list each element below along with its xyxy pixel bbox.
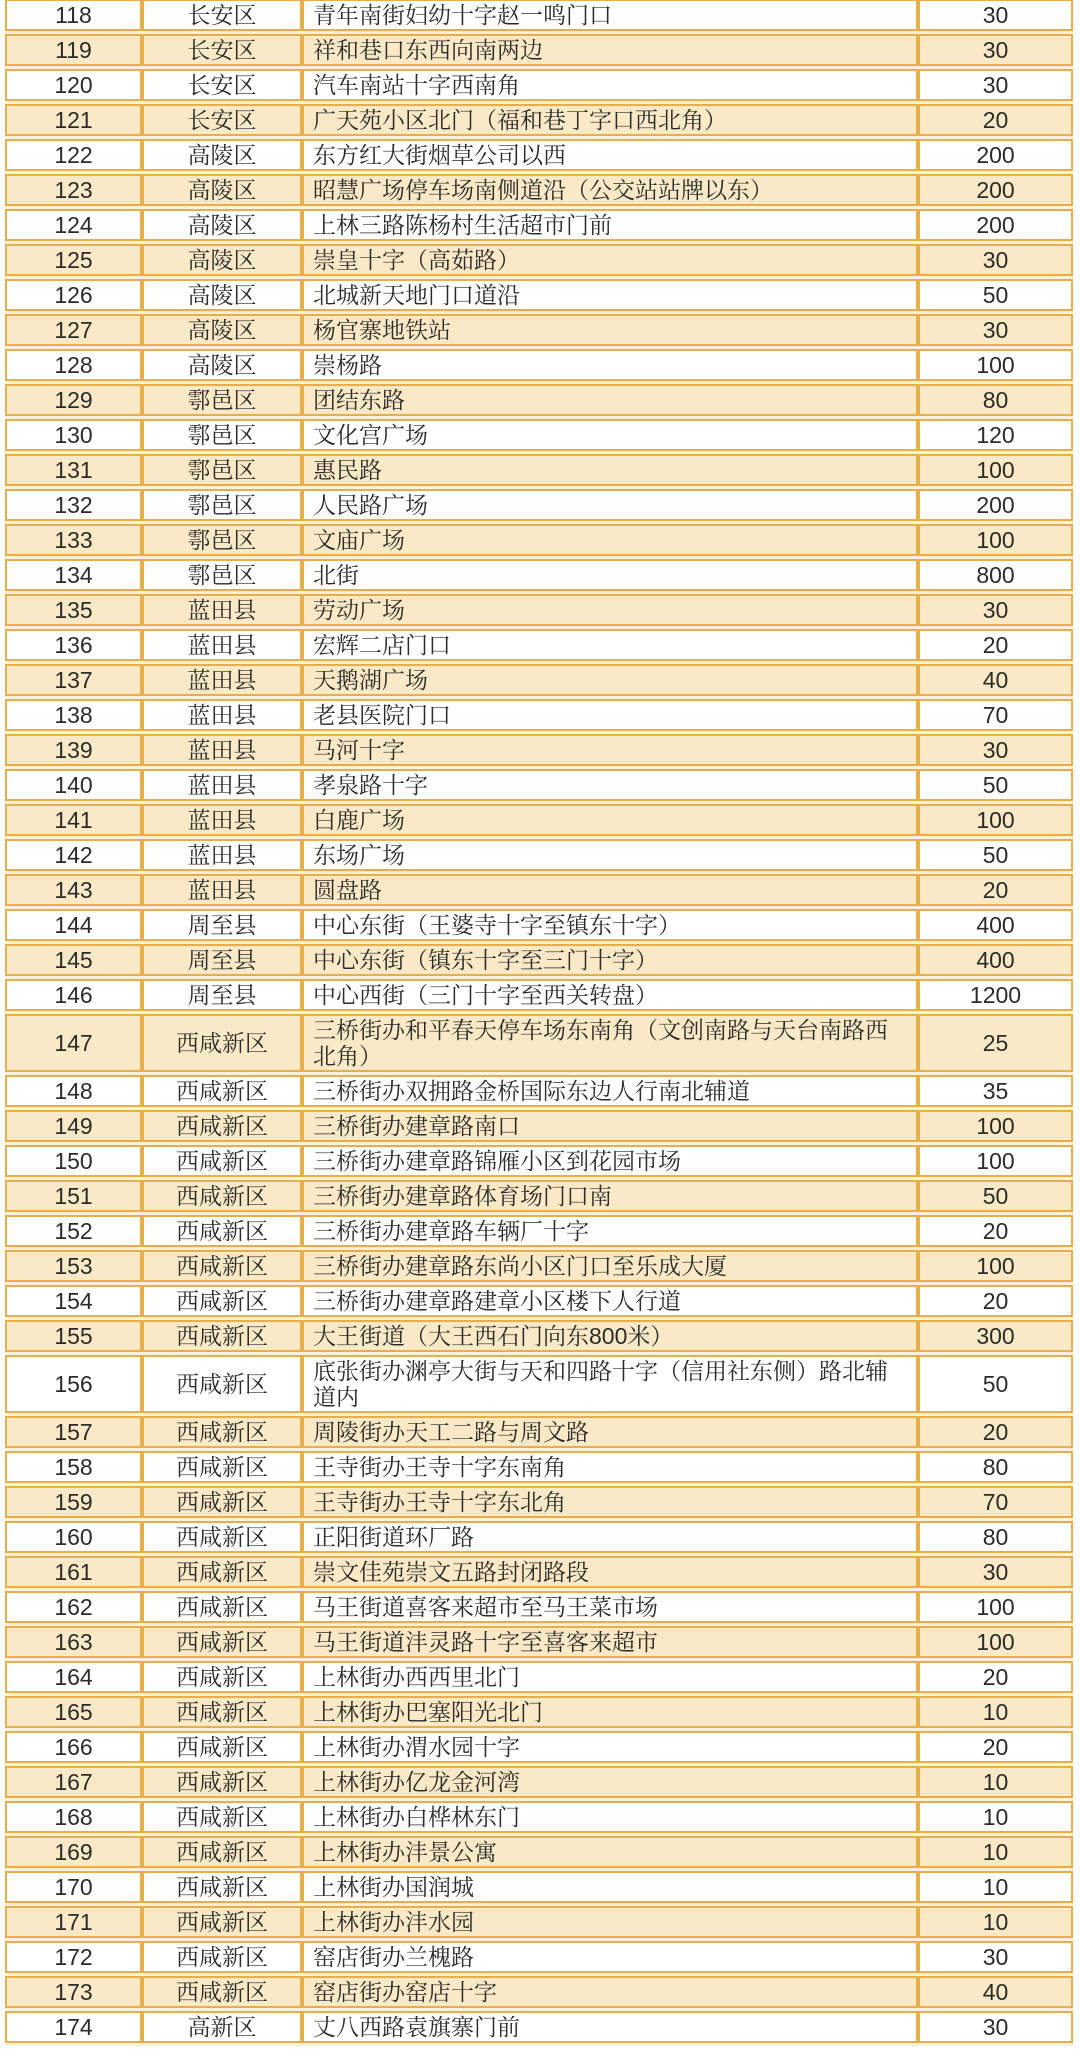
table-row xyxy=(5,1145,1073,1177)
location-cell: 孝泉路十字 xyxy=(302,769,918,801)
location-cell: 三桥街办建章路南口 xyxy=(302,1110,918,1142)
district-cell: 西咸新区 xyxy=(142,1285,302,1317)
table-row xyxy=(5,384,1073,416)
count-cell: 80 xyxy=(918,384,1073,416)
row-index-cell: 157 xyxy=(5,1416,142,1448)
district-cell: 蓝田县 xyxy=(142,594,302,626)
row-index-cell: 164 xyxy=(5,1661,142,1693)
location-cell: 上林街办渭水园十字 xyxy=(302,1731,918,1763)
table-row xyxy=(5,524,1073,556)
row-index-cell: 158 xyxy=(5,1451,142,1483)
row-index-cell: 135 xyxy=(5,594,142,626)
row-index-cell: 152 xyxy=(5,1215,142,1247)
count-cell: 100 xyxy=(918,1591,1073,1623)
location-cell: 三桥街办建章路东尚小区门口至乐成大厦 xyxy=(302,1250,918,1282)
location-cell: 东场广场 xyxy=(302,839,918,871)
count-cell: 80 xyxy=(918,1451,1073,1483)
row-index-cell: 138 xyxy=(5,699,142,731)
table-row xyxy=(5,804,1073,836)
count-cell: 80 xyxy=(918,1521,1073,1553)
location-cell: 惠民路 xyxy=(302,454,918,486)
count-cell: 100 xyxy=(918,1145,1073,1177)
district-cell: 鄠邑区 xyxy=(142,454,302,486)
count-cell: 20 xyxy=(918,874,1073,906)
district-cell: 西咸新区 xyxy=(142,1521,302,1553)
location-cell: 劳动广场 xyxy=(302,594,918,626)
table-row xyxy=(5,1556,1073,1588)
district-cell: 西咸新区 xyxy=(142,1871,302,1903)
count-cell: 30 xyxy=(918,0,1073,31)
location-cell: 天鹅湖广场 xyxy=(302,664,918,696)
table-row xyxy=(5,174,1073,206)
location-cell: 上林街办亿龙金河湾 xyxy=(302,1766,918,1798)
location-cell: 杨官寨地铁站 xyxy=(302,314,918,346)
table-row xyxy=(5,664,1073,696)
row-index-cell: 153 xyxy=(5,1250,142,1282)
table-row xyxy=(5,0,1073,31)
table-row xyxy=(5,139,1073,171)
count-cell: 100 xyxy=(918,1110,1073,1142)
count-cell: 100 xyxy=(918,454,1073,486)
table-row xyxy=(5,69,1073,101)
count-cell: 30 xyxy=(918,314,1073,346)
count-cell: 20 xyxy=(918,1285,1073,1317)
row-index-cell: 162 xyxy=(5,1591,142,1623)
table-row xyxy=(5,1285,1073,1317)
district-cell: 蓝田县 xyxy=(142,839,302,871)
count-cell: 10 xyxy=(918,1696,1073,1728)
count-cell: 100 xyxy=(918,804,1073,836)
location-cell: 三桥街办建章路体育场门口南 xyxy=(302,1180,918,1212)
count-cell: 10 xyxy=(918,1801,1073,1833)
count-cell: 100 xyxy=(918,1250,1073,1282)
count-cell: 25 xyxy=(918,1014,1073,1072)
district-cell: 西咸新区 xyxy=(142,1075,302,1107)
district-cell: 西咸新区 xyxy=(142,1451,302,1483)
table-row xyxy=(5,874,1073,906)
location-cell: 上林三路陈杨村生活超市门前 xyxy=(302,209,918,241)
row-index-cell: 128 xyxy=(5,349,142,381)
count-cell: 40 xyxy=(918,664,1073,696)
table-row xyxy=(5,734,1073,766)
table-row xyxy=(5,1871,1073,1903)
count-cell: 400 xyxy=(918,944,1073,976)
location-cell: 上林街办沣景公寓 xyxy=(302,1836,918,1868)
count-cell: 30 xyxy=(918,1941,1073,1973)
row-index-cell: 123 xyxy=(5,174,142,206)
count-cell: 50 xyxy=(918,769,1073,801)
district-cell: 高陵区 xyxy=(142,139,302,171)
table-row xyxy=(5,34,1073,66)
table-row xyxy=(5,419,1073,451)
district-cell: 鄠邑区 xyxy=(142,489,302,521)
table-row xyxy=(5,1075,1073,1107)
row-index-cell: 148 xyxy=(5,1075,142,1107)
table-row xyxy=(5,1355,1073,1413)
count-cell: 20 xyxy=(918,1215,1073,1247)
location-cell: 团结东路 xyxy=(302,384,918,416)
count-cell: 300 xyxy=(918,1320,1073,1352)
district-cell: 西咸新区 xyxy=(142,1486,302,1518)
district-cell: 西咸新区 xyxy=(142,1416,302,1448)
district-cell: 蓝田县 xyxy=(142,664,302,696)
district-cell: 西咸新区 xyxy=(142,1626,302,1658)
table-row xyxy=(5,594,1073,626)
location-cell: 广天苑小区北门（福和巷丁字口西北角） xyxy=(302,104,918,136)
count-cell: 20 xyxy=(918,629,1073,661)
district-cell: 鄠邑区 xyxy=(142,419,302,451)
table-row xyxy=(5,1801,1073,1833)
district-cell: 鄠邑区 xyxy=(142,559,302,591)
row-index-cell: 139 xyxy=(5,734,142,766)
district-cell: 高新区 xyxy=(142,2011,302,2043)
count-cell: 20 xyxy=(918,1731,1073,1763)
row-index-cell: 173 xyxy=(5,1976,142,2008)
count-cell: 10 xyxy=(918,1836,1073,1868)
table-row xyxy=(5,1215,1073,1247)
location-cell: 文庙广场 xyxy=(302,524,918,556)
row-index-cell: 125 xyxy=(5,244,142,276)
count-cell: 200 xyxy=(918,139,1073,171)
district-cell: 鄠邑区 xyxy=(142,384,302,416)
location-cell: 三桥街办双拥路金桥国际东边人行南北辅道 xyxy=(302,1075,918,1107)
location-cell: 大王街道（大王西石门向东800米） xyxy=(302,1320,918,1352)
table-row xyxy=(5,1110,1073,1142)
table-row xyxy=(5,1486,1073,1518)
row-index-cell: 156 xyxy=(5,1355,142,1413)
district-cell: 蓝田县 xyxy=(142,734,302,766)
table-row xyxy=(5,629,1073,661)
location-cell: 上林街办西西里北门 xyxy=(302,1661,918,1693)
count-cell: 20 xyxy=(918,1416,1073,1448)
location-cell: 东方红大街烟草公司以西 xyxy=(302,139,918,171)
location-cell: 北城新天地门口道沿 xyxy=(302,279,918,311)
location-cell: 马河十字 xyxy=(302,734,918,766)
location-cell: 三桥街办建章路锦雁小区到花园市场 xyxy=(302,1145,918,1177)
district-cell: 西咸新区 xyxy=(142,1591,302,1623)
location-cell: 丈八西路袁旗寨门前 xyxy=(302,2011,918,2043)
district-cell: 西咸新区 xyxy=(142,1355,302,1413)
location-cell: 王寺街办王寺十字东南角 xyxy=(302,1451,918,1483)
row-index-cell: 168 xyxy=(5,1801,142,1833)
district-cell: 高陵区 xyxy=(142,209,302,241)
location-cell: 马王街道沣灵路十字至喜客来超市 xyxy=(302,1626,918,1658)
district-cell: 西咸新区 xyxy=(142,1180,302,1212)
district-cell: 高陵区 xyxy=(142,279,302,311)
district-cell: 西咸新区 xyxy=(142,1215,302,1247)
district-cell: 周至县 xyxy=(142,979,302,1011)
row-index-cell: 136 xyxy=(5,629,142,661)
table-row xyxy=(5,1941,1073,1973)
district-cell: 蓝田县 xyxy=(142,874,302,906)
row-index-cell: 131 xyxy=(5,454,142,486)
location-cell: 祥和巷口东西向南两边 xyxy=(302,34,918,66)
count-cell: 30 xyxy=(918,244,1073,276)
row-index-cell: 147 xyxy=(5,1014,142,1072)
district-cell: 西咸新区 xyxy=(142,1801,302,1833)
district-cell: 西咸新区 xyxy=(142,1556,302,1588)
location-cell: 昭慧广场停车场南侧道沿（公交站站牌以东） xyxy=(302,174,918,206)
location-cell: 马王街道喜客来超市至马王菜市场 xyxy=(302,1591,918,1623)
row-index-cell: 163 xyxy=(5,1626,142,1658)
row-index-cell: 132 xyxy=(5,489,142,521)
table-row xyxy=(5,559,1073,591)
row-index-cell: 121 xyxy=(5,104,142,136)
count-cell: 70 xyxy=(918,699,1073,731)
count-cell: 200 xyxy=(918,489,1073,521)
count-cell: 10 xyxy=(918,1906,1073,1938)
row-index-cell: 118 xyxy=(5,0,142,31)
district-cell: 长安区 xyxy=(142,104,302,136)
count-cell: 120 xyxy=(918,419,1073,451)
location-cell: 中心东街（镇东十字至三门十字） xyxy=(302,944,918,976)
row-index-cell: 150 xyxy=(5,1145,142,1177)
table-row xyxy=(5,2011,1073,2043)
location-cell: 崇杨路 xyxy=(302,349,918,381)
row-index-cell: 165 xyxy=(5,1696,142,1728)
location-cell: 宏辉二店门口 xyxy=(302,629,918,661)
location-cell: 三桥街办建章路建章小区楼下人行道 xyxy=(302,1285,918,1317)
district-cell: 西咸新区 xyxy=(142,1250,302,1282)
parking-spots-table xyxy=(5,0,1073,2046)
row-index-cell: 145 xyxy=(5,944,142,976)
count-cell: 100 xyxy=(918,1626,1073,1658)
district-cell: 西咸新区 xyxy=(142,1766,302,1798)
location-cell: 老县医院门口 xyxy=(302,699,918,731)
location-cell: 崇皇十字（高茹路） xyxy=(302,244,918,276)
row-index-cell: 151 xyxy=(5,1180,142,1212)
table-row xyxy=(5,1180,1073,1212)
table-body xyxy=(5,0,1073,2043)
district-cell: 西咸新区 xyxy=(142,1661,302,1693)
table-row xyxy=(5,1626,1073,1658)
location-cell: 中心西街（三门十字至西关转盘） xyxy=(302,979,918,1011)
district-cell: 长安区 xyxy=(142,69,302,101)
location-cell: 青年南街妇幼十字赵一鸣门口 xyxy=(302,0,918,31)
count-cell: 20 xyxy=(918,1661,1073,1693)
table-row xyxy=(5,1014,1073,1072)
row-index-cell: 160 xyxy=(5,1521,142,1553)
district-cell: 高陵区 xyxy=(142,349,302,381)
row-index-cell: 141 xyxy=(5,804,142,836)
table-row xyxy=(5,349,1073,381)
table-row xyxy=(5,454,1073,486)
row-index-cell: 137 xyxy=(5,664,142,696)
table-row xyxy=(5,209,1073,241)
count-cell: 50 xyxy=(918,279,1073,311)
count-cell: 50 xyxy=(918,1355,1073,1413)
location-cell: 上林街办巴塞阳光北门 xyxy=(302,1696,918,1728)
location-cell: 人民路广场 xyxy=(302,489,918,521)
district-cell: 蓝田县 xyxy=(142,769,302,801)
location-cell: 汽车南站十字西南角 xyxy=(302,69,918,101)
row-index-cell: 144 xyxy=(5,909,142,941)
count-cell: 30 xyxy=(918,1556,1073,1588)
row-index-cell: 124 xyxy=(5,209,142,241)
location-cell: 圆盘路 xyxy=(302,874,918,906)
district-cell: 西咸新区 xyxy=(142,1836,302,1868)
table-row xyxy=(5,769,1073,801)
count-cell: 30 xyxy=(918,594,1073,626)
row-index-cell: 129 xyxy=(5,384,142,416)
table-row xyxy=(5,1661,1073,1693)
district-cell: 西咸新区 xyxy=(142,1906,302,1938)
count-cell: 800 xyxy=(918,559,1073,591)
district-cell: 西咸新区 xyxy=(142,1014,302,1072)
table-row xyxy=(5,1591,1073,1623)
location-cell: 中心东街（王婆寺十字至镇东十字） xyxy=(302,909,918,941)
location-cell: 上林街办白桦林东门 xyxy=(302,1801,918,1833)
table-row xyxy=(5,279,1073,311)
table-row xyxy=(5,244,1073,276)
table-row xyxy=(5,699,1073,731)
row-index-cell: 119 xyxy=(5,34,142,66)
district-cell: 蓝田县 xyxy=(142,699,302,731)
row-index-cell: 174 xyxy=(5,2011,142,2043)
count-cell: 30 xyxy=(918,34,1073,66)
table-row xyxy=(5,979,1073,1011)
row-index-cell: 149 xyxy=(5,1110,142,1142)
district-cell: 西咸新区 xyxy=(142,1145,302,1177)
count-cell: 100 xyxy=(918,349,1073,381)
table-row xyxy=(5,1731,1073,1763)
row-index-cell: 172 xyxy=(5,1941,142,1973)
table-row xyxy=(5,489,1073,521)
district-cell: 西咸新区 xyxy=(142,1320,302,1352)
row-index-cell: 171 xyxy=(5,1906,142,1938)
district-cell: 西咸新区 xyxy=(142,1976,302,2008)
row-index-cell: 133 xyxy=(5,524,142,556)
row-index-cell: 134 xyxy=(5,559,142,591)
count-cell: 400 xyxy=(918,909,1073,941)
district-cell: 周至县 xyxy=(142,944,302,976)
location-cell: 崇文佳苑崇文五路封闭路段 xyxy=(302,1556,918,1588)
table-row xyxy=(5,1766,1073,1798)
row-index-cell: 169 xyxy=(5,1836,142,1868)
district-cell: 高陵区 xyxy=(142,244,302,276)
table-row xyxy=(5,839,1073,871)
row-index-cell: 155 xyxy=(5,1320,142,1352)
row-index-cell: 166 xyxy=(5,1731,142,1763)
table-row xyxy=(5,1836,1073,1868)
district-cell: 蓝田县 xyxy=(142,804,302,836)
count-cell: 35 xyxy=(918,1075,1073,1107)
district-cell: 高陵区 xyxy=(142,314,302,346)
location-cell: 窑店街办兰槐路 xyxy=(302,1941,918,1973)
location-cell: 北街 xyxy=(302,559,918,591)
district-cell: 高陵区 xyxy=(142,174,302,206)
location-cell: 窑店街办窑店十字 xyxy=(302,1976,918,2008)
location-cell: 三桥街办和平春天停车场东南角（文创南路与天台南路西北角） xyxy=(302,1014,918,1072)
count-cell: 40 xyxy=(918,1976,1073,2008)
row-index-cell: 167 xyxy=(5,1766,142,1798)
district-cell: 西咸新区 xyxy=(142,1110,302,1142)
table-row xyxy=(5,104,1073,136)
location-cell: 正阳街道环厂路 xyxy=(302,1521,918,1553)
table-row xyxy=(5,1906,1073,1938)
row-index-cell: 143 xyxy=(5,874,142,906)
row-index-cell: 161 xyxy=(5,1556,142,1588)
count-cell: 50 xyxy=(918,1180,1073,1212)
count-cell: 20 xyxy=(918,104,1073,136)
location-cell: 三桥街办建章路车辆厂十字 xyxy=(302,1215,918,1247)
district-cell: 西咸新区 xyxy=(142,1731,302,1763)
table-row xyxy=(5,1250,1073,1282)
location-cell: 白鹿广场 xyxy=(302,804,918,836)
count-cell: 100 xyxy=(918,524,1073,556)
row-index-cell: 170 xyxy=(5,1871,142,1903)
location-cell: 周陵街办天工二路与周文路 xyxy=(302,1416,918,1448)
row-index-cell: 142 xyxy=(5,839,142,871)
row-index-cell: 140 xyxy=(5,769,142,801)
location-cell: 文化宫广场 xyxy=(302,419,918,451)
district-cell: 鄠邑区 xyxy=(142,524,302,556)
district-cell: 蓝田县 xyxy=(142,629,302,661)
row-index-cell: 122 xyxy=(5,139,142,171)
row-index-cell: 159 xyxy=(5,1486,142,1518)
count-cell: 1200 xyxy=(918,979,1073,1011)
table-row xyxy=(5,1976,1073,2008)
location-cell: 底张街办渊亭大街与天和四路十字（信用社东侧）路北辅道内 xyxy=(302,1355,918,1413)
table-row xyxy=(5,1416,1073,1448)
count-cell: 70 xyxy=(918,1486,1073,1518)
count-cell: 50 xyxy=(918,839,1073,871)
table-row xyxy=(5,944,1073,976)
count-cell: 200 xyxy=(918,174,1073,206)
district-cell: 长安区 xyxy=(142,0,302,31)
district-cell: 西咸新区 xyxy=(142,1941,302,1973)
table-row xyxy=(5,1320,1073,1352)
table-row xyxy=(5,1451,1073,1483)
row-index-cell: 146 xyxy=(5,979,142,1011)
count-cell: 10 xyxy=(918,1871,1073,1903)
location-cell: 上林街办沣水园 xyxy=(302,1906,918,1938)
count-cell: 30 xyxy=(918,734,1073,766)
district-cell: 西咸新区 xyxy=(142,1696,302,1728)
count-cell: 200 xyxy=(918,209,1073,241)
count-cell: 10 xyxy=(918,1766,1073,1798)
row-index-cell: 120 xyxy=(5,69,142,101)
count-cell: 30 xyxy=(918,2011,1073,2043)
row-index-cell: 154 xyxy=(5,1285,142,1317)
row-index-cell: 127 xyxy=(5,314,142,346)
location-cell: 上林街办国润城 xyxy=(302,1871,918,1903)
row-index-cell: 126 xyxy=(5,279,142,311)
row-index-cell: 130 xyxy=(5,419,142,451)
table-row xyxy=(5,314,1073,346)
table-row xyxy=(5,1521,1073,1553)
table-row xyxy=(5,1696,1073,1728)
count-cell: 30 xyxy=(918,69,1073,101)
district-cell: 周至县 xyxy=(142,909,302,941)
district-cell: 长安区 xyxy=(142,34,302,66)
table-row xyxy=(5,909,1073,941)
location-cell: 王寺街办王寺十字东北角 xyxy=(302,1486,918,1518)
